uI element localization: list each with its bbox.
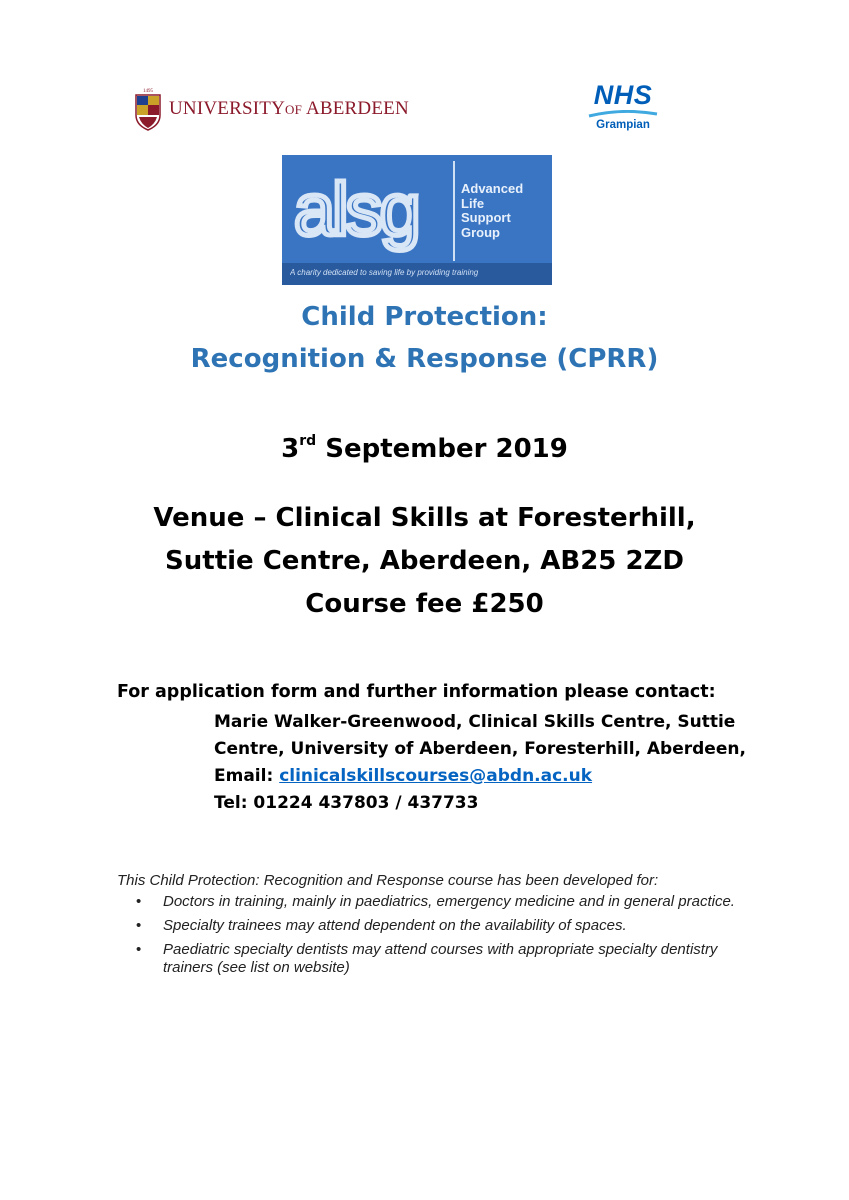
contact-tel: Tel: 01224 437803 / 437733 — [214, 793, 479, 813]
alsg-name — [461, 182, 551, 240]
nhs-region: Grampian — [596, 119, 650, 131]
contact-details — [214, 709, 746, 817]
alsg-logo-banner — [282, 155, 552, 285]
alsg-monogram: alsg — [294, 169, 418, 251]
contact-email-row — [214, 763, 746, 790]
date-day-suffix: rd — [299, 433, 317, 449]
nhs-swoosh-icon — [587, 110, 659, 118]
course-fee: Course fee £250 — [305, 589, 544, 619]
date-day: 3 — [281, 434, 300, 464]
course-title-line1: Child Protection: — [301, 302, 548, 332]
venue-block — [0, 497, 849, 626]
alsg-name-line: Advanced — [461, 181, 524, 196]
venue-line2: Suttie Centre, Aberdeen, AB25 2ZD — [165, 546, 684, 576]
uoa-crest-icon — [133, 87, 163, 131]
nhs-grampian-logo — [583, 80, 663, 140]
date-month-year: September 2019 — [325, 434, 568, 464]
email-label: Email: — [214, 766, 274, 786]
alsg-name-line: Support — [461, 210, 511, 225]
uoa-name-of: OF — [285, 102, 303, 117]
audience-item: • Paediatric specialty dentists may attend courses with appropriate specialty dentistry trainers (see list on website) — [136, 941, 756, 977]
alsg-name-line: Life — [461, 195, 485, 211]
university-of-aberdeen-logo — [133, 84, 409, 134]
audience-intro: This Child Protection: Recognition and Response course has been developed for: — [117, 872, 659, 889]
course-title — [0, 296, 849, 380]
venue-line1: Venue – Clinical Skills at Foresterhill, — [153, 503, 696, 533]
alsg-divider — [453, 161, 455, 261]
contact-line1: Marie Walker-Greenwood, Clinical Skills Centre, Suttie — [214, 712, 736, 732]
contact-line2: Centre, University of Aberdeen, Foresterhill, Aberdeen, — [214, 739, 746, 759]
email-link[interactable]: clinicalskillscourses@abdn.ac.uk — [279, 766, 593, 786]
alsg-monogram-icon — [290, 169, 448, 261]
alsg-name-line: Group — [461, 224, 500, 240]
audience-list — [136, 893, 756, 983]
contact-heading: For application form and further information please contact: — [117, 682, 716, 702]
audience-item: • Doctors in training, mainly in paediatrics, emergency medicine and in general practice. — [136, 893, 756, 911]
uoa-wordmark — [169, 98, 409, 120]
course-date — [0, 433, 849, 464]
uoa-name-city: ABERDEEN — [305, 98, 409, 119]
audience-item: • Specialty trainees may attend dependent on the availability of spaces. — [136, 917, 756, 935]
alsg-tagline: A charity dedicated to saving life by providing training — [290, 268, 479, 277]
course-title-line2: Recognition & Response (CPRR) — [190, 344, 659, 374]
nhs-mark: NHS — [593, 80, 653, 110]
uoa-crest-year: 1495 — [143, 89, 153, 94]
uoa-name-main: UNIVERSITY — [169, 98, 285, 119]
